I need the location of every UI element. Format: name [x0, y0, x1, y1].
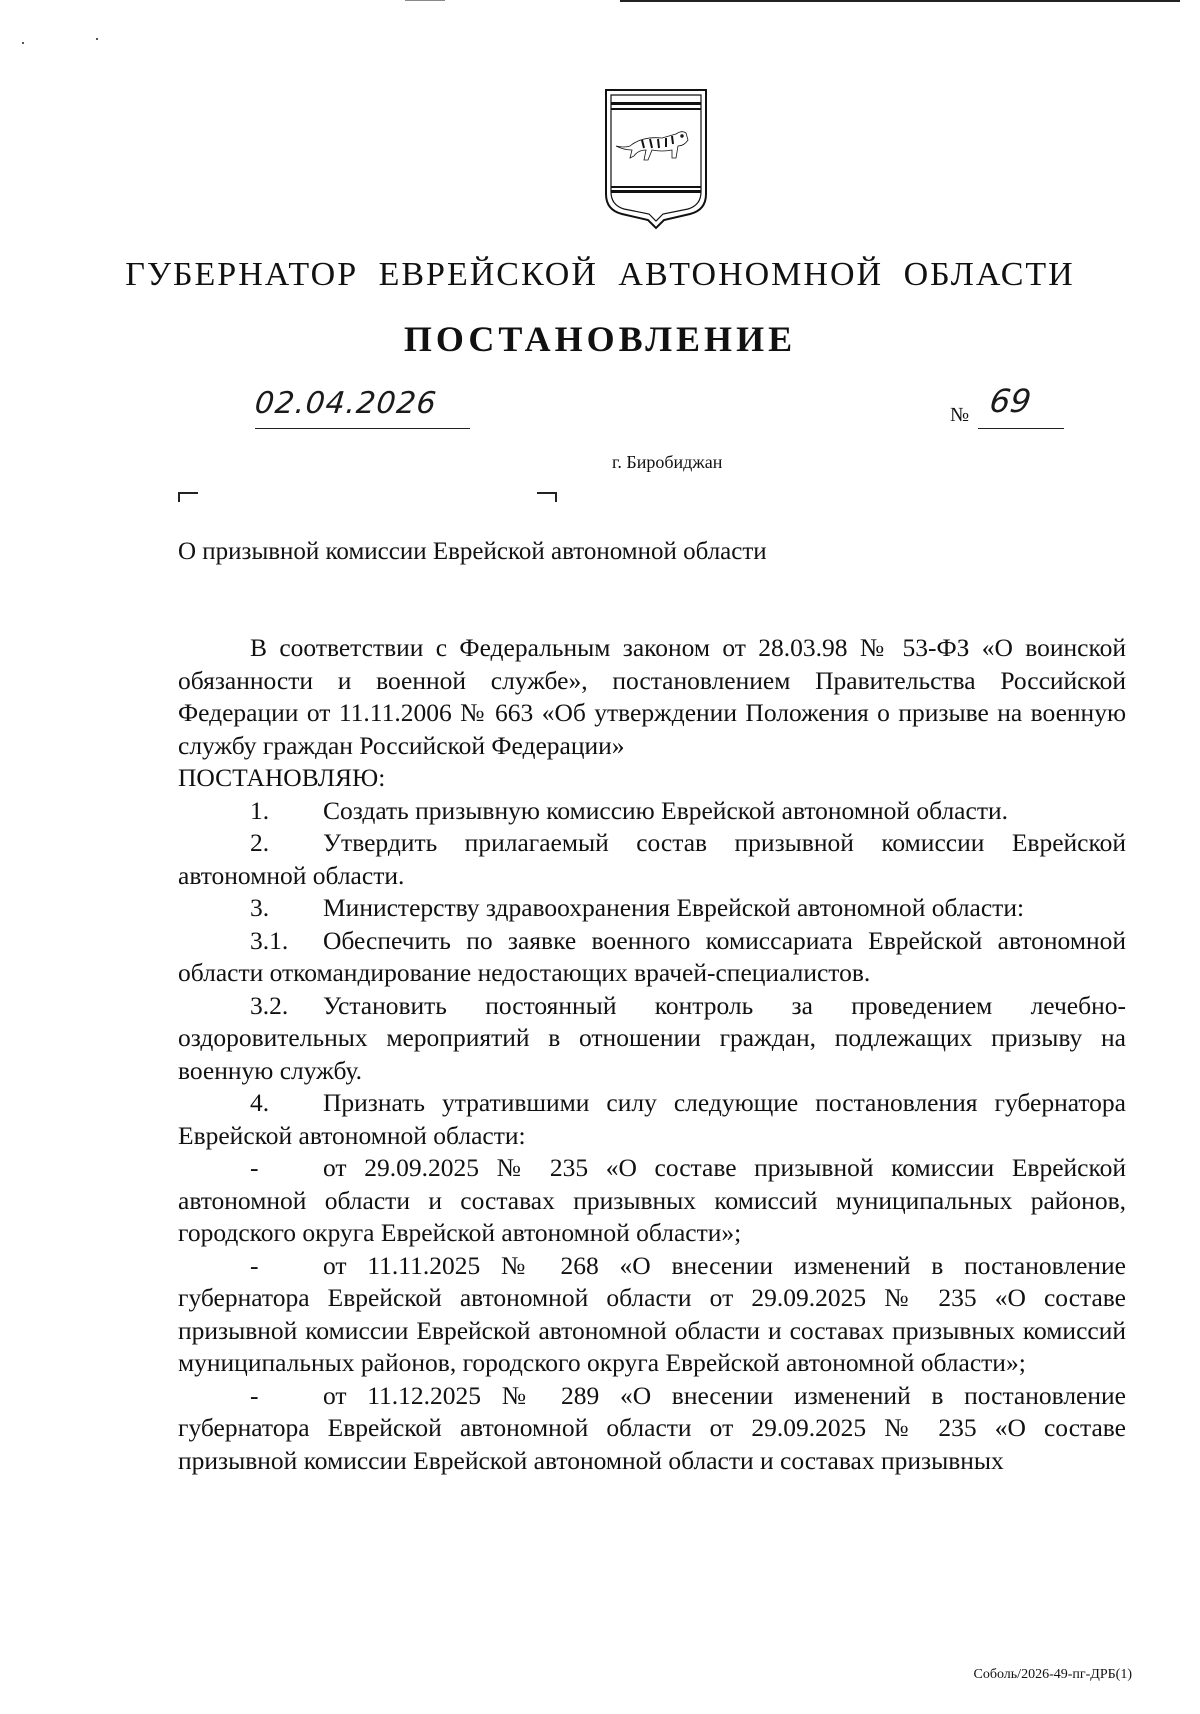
number-field — [978, 384, 1064, 429]
document-body — [178, 632, 1126, 1477]
item-text: Создать призывную комиссию Еврейской автономной области. — [323, 795, 1008, 825]
document-subject: О призывной комиссии Еврейской автономной области — [178, 538, 767, 565]
list-item — [178, 925, 1126, 990]
list-item — [178, 795, 1126, 828]
item-text: Министерству здравоохранения Еврейской автономной области: — [323, 893, 1025, 922]
scan-edge-line — [620, 0, 1180, 2]
item-number: 1. — [250, 795, 270, 825]
item-text: Признать утратившими силу следующие постановления губернатора Еврейской автономной области: — [178, 1088, 1126, 1150]
list-item — [178, 1152, 1126, 1250]
date-field — [255, 386, 470, 429]
coat-of-arms-emblem — [602, 86, 710, 230]
handwritten-date: 02.04.2026 — [253, 386, 439, 421]
issue-city: г. Биробиджан — [612, 452, 723, 472]
list-item — [178, 827, 1126, 892]
item-text: Установить постоянный контроль за проведением лечебно-оздоровительных мероприятий в отношении граждан, подлежащих призыву на военную службу. — [178, 990, 1126, 1085]
item-number: 4. — [250, 1088, 270, 1117]
title-bracket-left — [178, 492, 198, 502]
item-text: Утвердить прилагаемый состав призывной комиссии Еврейской автономной области. — [178, 828, 1126, 890]
list-item — [178, 892, 1126, 925]
item-text: от 29.09.2025 № 235 «О составе призывной комиссии Еврейской автономной области и составах призывных комиссий муниципальных районов, городского округа Еврейской автономной области»; — [178, 1153, 1126, 1247]
item-number: 3.1. — [250, 925, 289, 955]
scan-speck — [22, 42, 24, 44]
item-text: от 11.12.2025 № 289 «О внесении изменений в постановление губернатора Еврейской автономной области от 29.09.2025 № 235 «О составе призывной комиссии Еврейской автономной области и составах призывных — [178, 1380, 1126, 1475]
list-item — [178, 1250, 1126, 1380]
title-bracket-right — [537, 492, 557, 502]
number-label: № — [950, 404, 970, 426]
item-number: 3.2. — [250, 990, 289, 1020]
item-number: - — [250, 1380, 259, 1410]
item-number: 3. — [250, 893, 270, 922]
handwritten-number: 69 — [987, 382, 1034, 420]
issuing-authority-title: ГУБЕРНАТОР ЕВРЕЙСКОЙ АВТОНОМНОЙ ОБЛАСТИ — [125, 256, 1075, 293]
decree-word: ПОСТАНОВЛЯЮ: — [178, 763, 386, 792]
list-item — [178, 1380, 1126, 1478]
item-text: от 11.11.2025 № 268 «О внесении изменений в постановление губернатора Еврейской автономной области от 29.09.2025 № 235 «О составе призывной комиссии Еврейской автономной области и составах призывных комиссий муниципальных районов, городского округа Еврейской автономной области»; — [178, 1250, 1126, 1377]
item-number: 2. — [250, 828, 270, 857]
list-item — [178, 990, 1126, 1088]
item-text: Обеспечить по заявке военного комиссариата Еврейской автономной области откомандирование недостающих врачей-специалистов. — [178, 925, 1126, 987]
list-item — [178, 1087, 1126, 1152]
item-number: - — [250, 1250, 259, 1280]
document-registration-code: Соболь/2026-49-пг-ДРБ(1) — [973, 1667, 1132, 1682]
item-number: - — [250, 1153, 259, 1182]
scan-edge-line — [405, 0, 445, 1]
document-type-heading: ПОСТАНОВЛЕНИЕ — [403, 319, 797, 359]
scan-speck — [96, 38, 98, 40]
preamble-paragraph: В соответствии с Федеральным законом от 28.03.98 № 53-ФЗ «О воинской обязанности и военной службе», постановлением Правительства Российской Федерации от 11.11.2006 № 663 «Об утверждении Положения о призыве на военную службу граждан Российской Федерации» — [178, 633, 1126, 760]
